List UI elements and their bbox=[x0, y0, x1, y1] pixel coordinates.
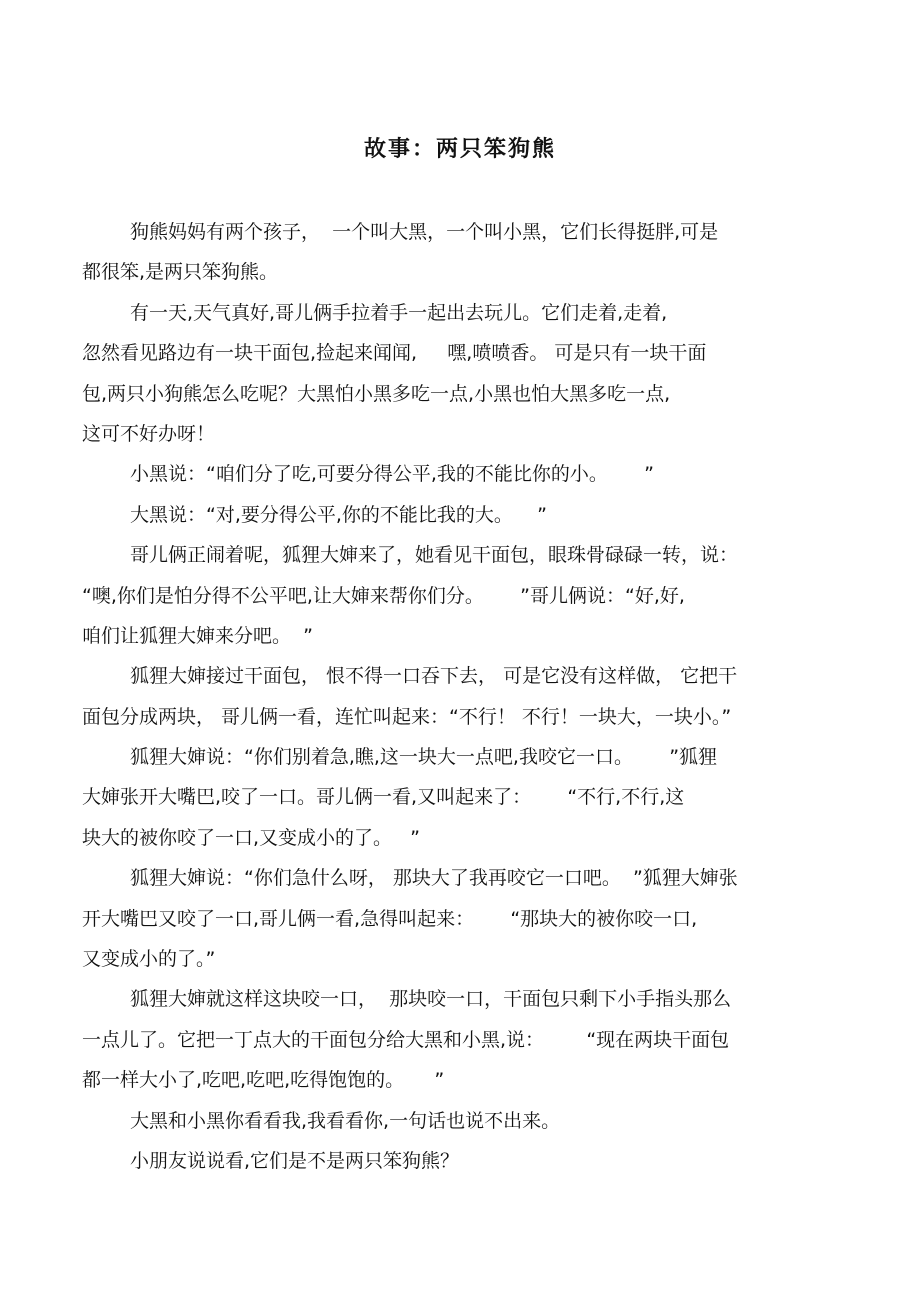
text-line: “噢,你们是怕分得不公平吧,让大婶来帮你们分。 ”哥儿俩说：“好,好, bbox=[82, 584, 685, 607]
text-line: 狐狸大婶接过干面包， 恨不得一口吞下去， 可是它没有这样做， 它把干 bbox=[130, 665, 738, 688]
text-line: 大黑和小黑你看看我,我看看你,一句话也说不出来。 bbox=[130, 1109, 561, 1132]
text-line: 面包分成两块， 哥儿俩一看，连忙叫起来：“不行！ 不行！一块大，一块小。” bbox=[82, 705, 732, 728]
text-line: 狗熊妈妈有两个孩子， 一个叫大黑，一个叫小黑，它们长得挺胖,可是 bbox=[130, 221, 719, 243]
text-line: 块大的被你咬了一口,又变成小的了。 ” bbox=[82, 826, 421, 849]
text-line: 狐狸大婶说：“你们急什么呀， 那块大了我再咬它一口吧。 ”狐狸大婶张 bbox=[130, 867, 738, 890]
text-line: 大婶张开大嘴巴,咬了一口。哥儿俩一看,又叫起来了： “不行,不行,这 bbox=[82, 786, 685, 809]
text-line: 狐狸大婶说：“你们别着急,瞧,这一块大一点吧,我咬它一口。 ”狐狸 bbox=[130, 746, 718, 769]
text-line: 都很笨,是两只笨狗熊。 bbox=[82, 261, 279, 284]
text-line: 有一天,天气真好,哥儿俩手拉着手一起出去玩儿。它们走着,走着, bbox=[130, 301, 668, 324]
text-line: 忽然看见路边有一块干面包,捡起来闻闻, 嘿,喷喷香。 可是只有一块干面 bbox=[82, 342, 707, 365]
text-line: 咱们让狐狸大婶来分吧。 ” bbox=[82, 624, 313, 647]
text-line: 又变成小的了。” bbox=[82, 948, 216, 971]
story-body bbox=[82, 212, 822, 1181]
text-line: 这可不好办呀！ bbox=[82, 422, 216, 445]
text-line: 小朋友说说看,它们是不是两只笨狗熊？ bbox=[130, 1149, 460, 1172]
text-line: 一点儿了。它把一丁点大的干面包分给大黑和小黑,说： “现在两块干面包 bbox=[82, 1028, 730, 1051]
text-line: 小黑说：“咱们分了吃,可要分得公平,我的不能比你的小。 ” bbox=[130, 463, 655, 486]
text-line: 哥儿俩正闹着呢，狐狸大婶来了，她看见干面包，眼珠骨碌碌一转，说： bbox=[130, 544, 739, 567]
document-title: 故事：两只笨狗熊 bbox=[363, 136, 556, 162]
text-line: 狐狸大婶就这样这块咬一口， 那块咬一口，干面包只剩下小手指头那么 bbox=[130, 988, 732, 1011]
text-line: 开大嘴巴又咬了一口,哥儿俩一看,急得叫起来： “那块大的被你咬一口, bbox=[82, 907, 698, 930]
text-line: 大黑说：“对,要分得公平,你的不能比我的大。 ” bbox=[130, 503, 547, 526]
text-line: 都一样大小了,吃吧,吃吧,吃得饱饱的。 ” bbox=[82, 1069, 445, 1092]
text-line: 包,两只小狗熊怎么吃呢？大黑怕小黑多吃一点,小黑也怕大黑多吃一点, bbox=[82, 382, 671, 405]
